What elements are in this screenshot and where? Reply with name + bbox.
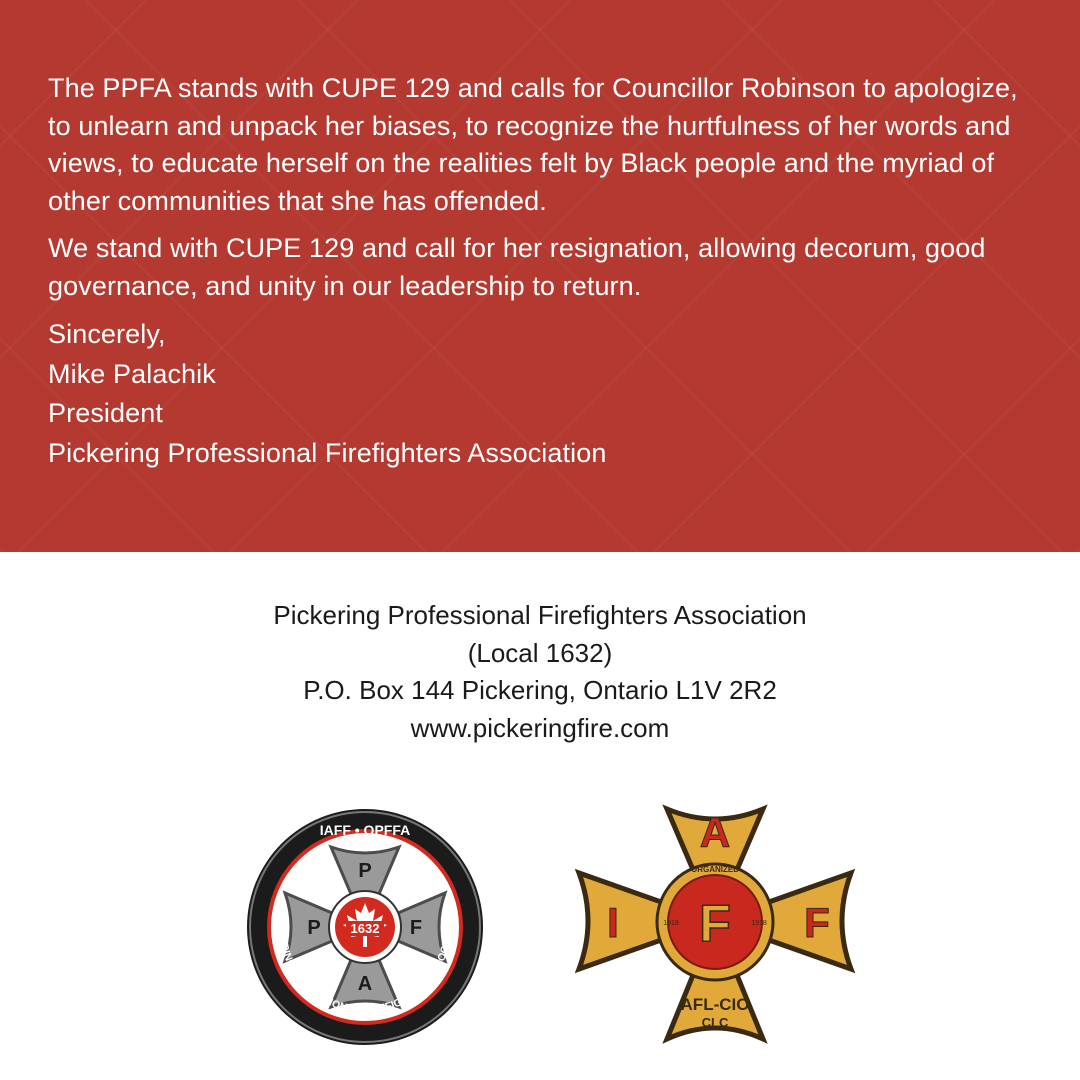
signature-block [48, 315, 1048, 473]
address-website[interactable]: www.pickeringfire.com [410, 712, 670, 743]
letter-paragraph-1: The PPFA stands with CUPE 129 and calls for Councillor Robinson to apologize, to unlearn and unpack her biases, to recognize the hurtfulness of her words and views, to educate herself on the realities felt by Black people and the myriad of other communities that she has offended. [48, 73, 1018, 216]
signer-org: Pickering Professional Firefighters Association [48, 437, 607, 468]
iaff-letter-i: I [607, 899, 619, 946]
iaff-top-text: ORGANIZED [691, 865, 739, 874]
iaff-letter-f-center: F [699, 895, 731, 953]
address-local: (Local 1632) [467, 637, 613, 668]
iaff-logo-emblem [575, 803, 855, 1045]
ppfa-cross-letter-left: P [307, 917, 321, 939]
iaff-letter-a: A [699, 809, 731, 856]
iaff-side-right: 1918 [751, 920, 767, 927]
ppfa-logo-emblem [245, 807, 485, 1047]
ppfa-cross-letter-bottom: A [357, 973, 373, 995]
ppfa-local-number: 1632 [350, 921, 380, 936]
ppfa-ring-text: KERING PROFESSIONAL FIREFIGHTERS ASSOCIATI [275, 927, 455, 1017]
ppfa-cross-letter-top: P [358, 860, 372, 882]
address-org: Pickering Professional Firefighters Association [273, 600, 807, 630]
signer-name: Mike Palachik [48, 358, 216, 389]
iaff-bottom-sub: CLC [701, 1015, 729, 1030]
iaff-bottom-text: AFL-CIO [680, 995, 750, 1014]
ppfa-logo [245, 807, 485, 1047]
iaff-side-left: 1918 [663, 920, 679, 927]
signer-title: President [48, 398, 163, 428]
address-block [0, 597, 1080, 747]
closing: Sincerely, [48, 319, 166, 349]
iaff-logo [575, 803, 855, 1045]
ppfa-top-text: IAFF • OPFFA [319, 822, 411, 838]
ppfa-cross-letter-right: F [409, 917, 423, 939]
letter-paragraph-2: We stand with CUPE 129 and call for her resignation, allowing decorum, good governance, and unity in our leadership to return. [48, 233, 986, 301]
letter-body [48, 70, 1048, 473]
iaff-letter-f-right: F [804, 899, 830, 946]
address-mailing: P.O. Box 144 Pickering, Ontario L1V 2R2 [303, 675, 777, 705]
